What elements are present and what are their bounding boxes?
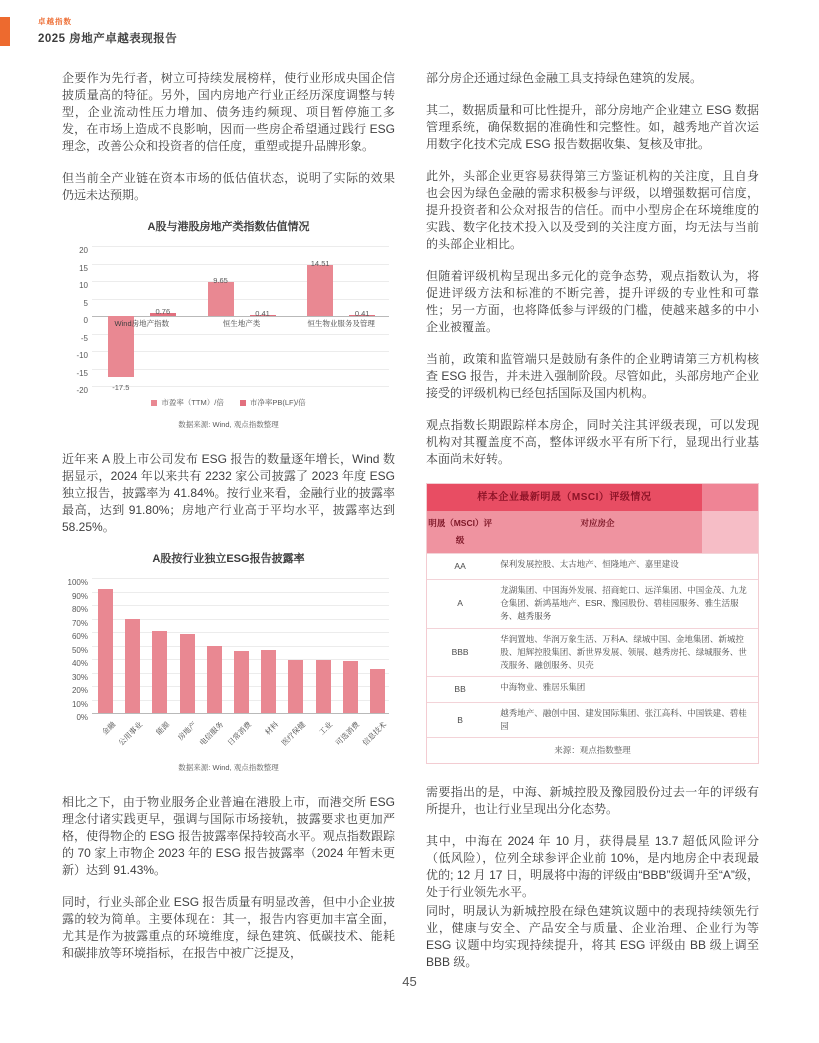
paragraph-esg-disclosure: 近年来 A 股上市公司发布 ESG 报告的数量逐年增长，Wind 数据显示，2024 年以来共有 2232 家公司披露了 2023 年度 ESG 独立报告，披露率为 41.84%。按行业来看，金融行业的披露率最高，达到 91.80%；房地产行业高于平均水平，披露率达到 58.25%。 [62, 452, 395, 534]
msci-rating-table [426, 483, 759, 764]
bar-信息技术 [370, 669, 385, 713]
page-header [38, 16, 177, 46]
paragraph-property-companies: 相比之下，由于物业服务企业普遍在港股上市，而港交所 ESG 理念付诸实践更早，强调与国际市场接轨，披露要求也更加严格，使得物企的 ESG 报告披露率保持较高水平。观点指数跟踪的 70 家上市物企 2023 年的 ESG 报告披露率（2024 年暂未更新）达到 91.43%。 [62, 795, 395, 877]
companies-cell: 保利发展控股、太古地产、恒隆地产、嘉里建设 [500, 559, 679, 569]
paragraph-green-finance: 部分房企还通过绿色金融工具支持绿色建筑的发展。 [426, 71, 703, 85]
bar-恒生物业服务及管理 [307, 265, 333, 316]
paragraph-policy: 当前，政策和监管端只是鼓励有条件的企业聘请第三方机构核查 ESG 报告，并未进入强制阶段。尽管如此，头部房地产企业接受的评级机构已经包括国际及国内机构。 [426, 352, 759, 400]
y-axis-tick: 5 [83, 298, 88, 308]
y-axis-tick: 20% [71, 686, 88, 695]
chart-index-valuation [62, 219, 395, 433]
legend-item [240, 394, 306, 411]
y-axis-tick: 10% [71, 699, 88, 709]
chart-source: 数据来源: Wind, 观点指数整理 [178, 763, 279, 772]
y-axis-tick: 10 [79, 281, 88, 290]
rating-cell: BBB [451, 646, 469, 657]
paragraph-rating-competition: 但随着评级机构呈现出多元化的竞争态势，观点指数认为，将促进评级方法和标准的不断完善，提升评级的专业性和可靠性；另一方面，也将降低参与评级的门槛，使越来越多的中小企业被覆盖。 [426, 269, 759, 334]
bar-value-label: -17.5 [112, 383, 130, 393]
table-header-side-fill [702, 511, 758, 553]
table-title: 样本企业最新明晟（MSCI）评级情况 [427, 484, 702, 511]
bar-医疗保健 [288, 660, 303, 713]
x-axis-label: 医疗保健 [279, 719, 308, 748]
paragraph-data-quality: 其二，数据质量和可比性提升，部分房地产企业建立 ESG 数据管理系统，确保数据的准确性和完整性。如，越秀地产首次运用数字化技术完成 ESG 报告数据收集、复核及审批。 [426, 103, 759, 151]
table-row [427, 579, 758, 628]
companies-cell: 龙湖集团、中国海外发展、招商蛇口、远洋集团、中国金茂、九龙仓集团、新鸿基地产、ESR、豫园股份、碧桂园服务、雅生活服务、越秀服务 [500, 585, 747, 622]
gridline [92, 605, 389, 606]
companies-cell: 越秀地产、融创中国、建发国际集团、张江高科、中国铁建、碧桂园 [500, 708, 747, 732]
x-axis-label: 工业 [317, 719, 335, 737]
table-row [427, 553, 758, 579]
y-axis-tick: -5 [80, 333, 88, 343]
y-axis-tick: 60% [71, 632, 88, 641]
x-axis-label: Wind房地产指数 [114, 319, 170, 328]
y-axis-tick: 50% [71, 645, 88, 655]
y-axis-tick: -10 [76, 351, 88, 360]
y-axis-tick: 30% [71, 672, 88, 682]
page-number: 45 [402, 974, 417, 989]
bar-电信服务 [207, 646, 222, 714]
x-axis-label: 材料 [262, 719, 280, 737]
table-source: 来源：观点指数整理 [427, 737, 758, 763]
x-axis-label: 电信服务 [197, 719, 226, 748]
table-row [427, 676, 758, 702]
right-column [426, 70, 759, 986]
bar-value-label: 0.41 [255, 308, 270, 318]
legend-label: 市净率PB(LF)/倍 [249, 398, 306, 407]
y-axis-tick: 15 [79, 263, 88, 273]
table-body [427, 553, 758, 737]
table-title-bar [427, 484, 758, 511]
gridline [92, 299, 389, 300]
header-accent-bar [0, 17, 10, 46]
y-axis-tick: 0 [83, 316, 88, 325]
table-title-side-fill [702, 484, 758, 511]
x-axis-label: 能源 [154, 719, 172, 737]
bar-日常消费 [234, 651, 249, 713]
chart-source: 数据来源: Wind, 观点指数整理 [178, 420, 279, 429]
paragraph-upgrades: 需要指出的是，中海、新城控股及豫园股份过去一年的评级有所提升，也让行业呈现出分化态势。 [426, 785, 759, 817]
x-axis-label: 可选消费 [333, 719, 362, 748]
x-axis-label: 恒生地产类 [222, 319, 261, 328]
y-axis-tick: 100% [67, 578, 88, 587]
paragraph-valuation-note: 但当前全产业链在资本市场的低估值状态，说明了实际的效果仍远未达预期。 [62, 171, 395, 202]
y-axis-tick: -20 [76, 386, 88, 395]
chart-plot-area [67, 578, 389, 748]
y-axis-tick: 80% [71, 605, 88, 614]
table-header-rating: 明晟（MSCI）评级 [427, 511, 493, 553]
x-axis-label: 恒生物业服务及管理 [307, 319, 375, 328]
paragraph-report-quality: 同时，行业头部企业 ESG 报告质量有明显改善，但中小企业披露的较为简单。主要体现在：其一，报告内容更加丰富全面，尤其是作为披露重点的环境维度，绿色建筑、低碳技术、能耗和碳排放等环境指标，在报告中被广泛提及， [62, 895, 395, 960]
gridline [92, 246, 389, 247]
brand-label: 卓越指数 [38, 17, 72, 26]
report-title: 2025 房地产卓越表现报告 [38, 33, 178, 45]
legend-item [151, 394, 224, 411]
chart-legend [62, 394, 395, 411]
rating-cell: A [457, 598, 463, 609]
paragraph-coli-rating: 其中，中海在 2024 年 10 月，获得晨星 13.7 超低风险评分（低风险），位列全球参评企业前 10%，是内地房企中表现最优的; 12 月 17 日，明晟将中海的评级由“BBB”级调升至“A”级，处于行业领先水平。 [426, 834, 759, 900]
paragraph-tracking: 观点指数长期跟踪样本房企，同时关注其评级表现，可以发现机构对其覆盖度不高，整体评级水平有所下行，显现出行业基本面尚未好转。 [426, 418, 759, 466]
table-header-row [427, 511, 758, 553]
table-header-companies: 对应房企 [493, 511, 702, 553]
x-axis-label: 金融 [99, 719, 117, 737]
bar-材料 [261, 650, 276, 713]
y-axis-tick: 20 [79, 246, 88, 255]
chart-title: A股与港股房地产类指数估值情况 [147, 221, 310, 233]
legend-swatch [151, 400, 157, 406]
legend-swatch [240, 400, 246, 406]
companies-cell: 中海物业、雅居乐集团 [500, 682, 586, 693]
table-row [427, 628, 758, 677]
bar-value-label: 0.76 [155, 307, 171, 317]
gridline [92, 369, 389, 370]
gridline [92, 334, 389, 335]
chart-title: A股按行业独立ESG报告披露率 [152, 553, 305, 565]
paragraph-seazen-rating: 同时，明晟认为新城控股在绿色建筑议题中的表现持续领先行业，健康与安全、产品安全与质量、企业治理、企业行为等 ESG 议题中均实现持续提升，将其 ESG 评级由 BB 级上调至 BBB 级。 [426, 904, 759, 970]
bar-公用事业 [125, 619, 140, 714]
y-axis-tick: 0% [76, 713, 88, 722]
y-axis-tick: 90% [71, 591, 88, 601]
rating-cell: B [457, 714, 463, 725]
x-axis-label: 信息技术 [361, 719, 389, 748]
table-row [427, 702, 758, 737]
y-axis-tick: 40% [71, 659, 88, 668]
paragraph-intro: 企要作为先行者，树立可持续发展榜样，使行业形成央国企信披质量高的特征。另外，国内房地产行业正经历深度调整与转型，企业流动性压力增加、债务违约频现、项目暂停施工多发，在市场上造成不良影响，因而一些房企希望通过践行 ESG 理念，改善公众和投资者的信任度，重塑或提升品牌形象。 [62, 71, 395, 153]
bar-房地产 [180, 634, 195, 713]
bar-能源 [152, 631, 167, 713]
gridline [92, 592, 389, 593]
paragraph-third-party: 此外，头部企业更容易获得第三方鉴证机构的关注度，且自身也会因为绿色金融的需求积极参与评级，以增强数据可信度，提升投资者和公众对报告的信任。而中小型房企在环境维度的实践、数字化技术投入以及受到的关注度方面，均无法与当前的头部企业相比。 [426, 169, 759, 251]
y-axis-tick: 70% [71, 618, 88, 628]
gridline [92, 578, 389, 579]
x-axis-label: 日常消费 [225, 719, 253, 748]
x-axis-label: 公用事业 [116, 719, 144, 748]
bar-value-label: 0.41 [354, 308, 370, 318]
bar-value-label: 9.65 [213, 276, 228, 286]
bar-金融 [98, 589, 113, 713]
chart-industry-disclosure-rate [62, 551, 395, 776]
x-axis-label: 房地产 [176, 719, 199, 743]
chart-plot-area [76, 246, 389, 395]
gridline [92, 713, 389, 714]
rating-cell: BB [454, 684, 466, 695]
gridline [92, 351, 389, 352]
left-column [62, 70, 395, 986]
bar-可选消费 [343, 661, 358, 713]
y-axis-tick: -15 [76, 368, 88, 378]
companies-cell: 华润置地、华润万象生活、万科A、绿城中国、金地集团、新城控股、旭辉控股集团、新世界发展、领展、越秀房托、绿城服务、世茂服务、融创服务、贝壳 [500, 633, 747, 670]
legend-label: 市盈率（TTM）/倍 [161, 398, 224, 407]
bar-value-label: 14.51 [310, 259, 330, 269]
gridline [92, 264, 389, 265]
bar-工业 [316, 660, 331, 713]
rating-cell: AA [454, 561, 466, 571]
two-column-body [62, 70, 759, 986]
